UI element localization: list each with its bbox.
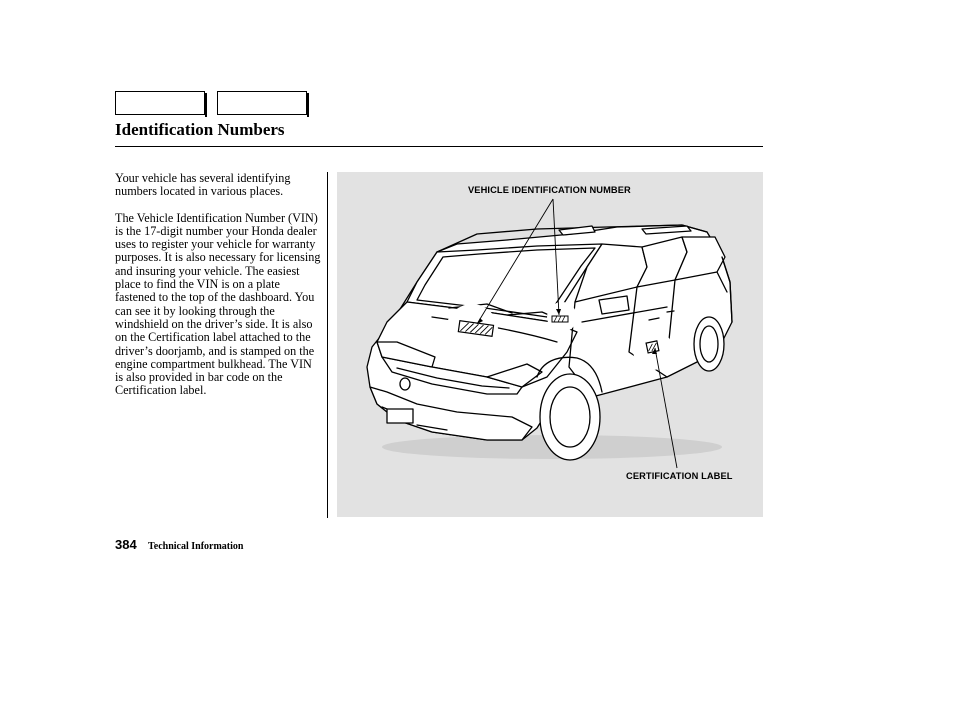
certification-label-icon (646, 341, 659, 353)
vin-callout-label: VEHICLE IDENTIFICATION NUMBER (468, 185, 631, 195)
section-name: Technical Information (148, 541, 244, 552)
minivan-drawing (337, 172, 763, 517)
vin-plate-small-icon (552, 316, 568, 322)
title-divider (115, 146, 763, 147)
paragraph-vin: The Vehicle Identification Number (VIN) is the 17-digit number your Honda dealer uses to register your vehicle for warranty purposes. It is also necessary for licensing and insuring your vehicle. The easiest place to find the VIN is on a plate fastened to the top of the dashboard. You can see it by looking through the windshield on the driver’s side. It is also on the Certification label attached to the driver’s doorjamb, and is stamped on the engine compartment bulkhead. The VIN is also provided in bar code on the Certification label. (115, 210, 321, 398)
body-column (115, 172, 323, 398)
page-number: 384 (115, 537, 137, 552)
nav-tab-box-2[interactable] (217, 91, 307, 115)
certification-callout-label: CERTIFICATION LABEL (626, 471, 733, 481)
page-title: Identification Numbers (115, 120, 285, 139)
column-divider (327, 172, 328, 518)
paragraph-intro: Your vehicle has several identifying numbers located in various places. (115, 171, 291, 199)
vehicle-illustration (337, 172, 763, 517)
nav-tab-box-1[interactable] (115, 91, 205, 115)
